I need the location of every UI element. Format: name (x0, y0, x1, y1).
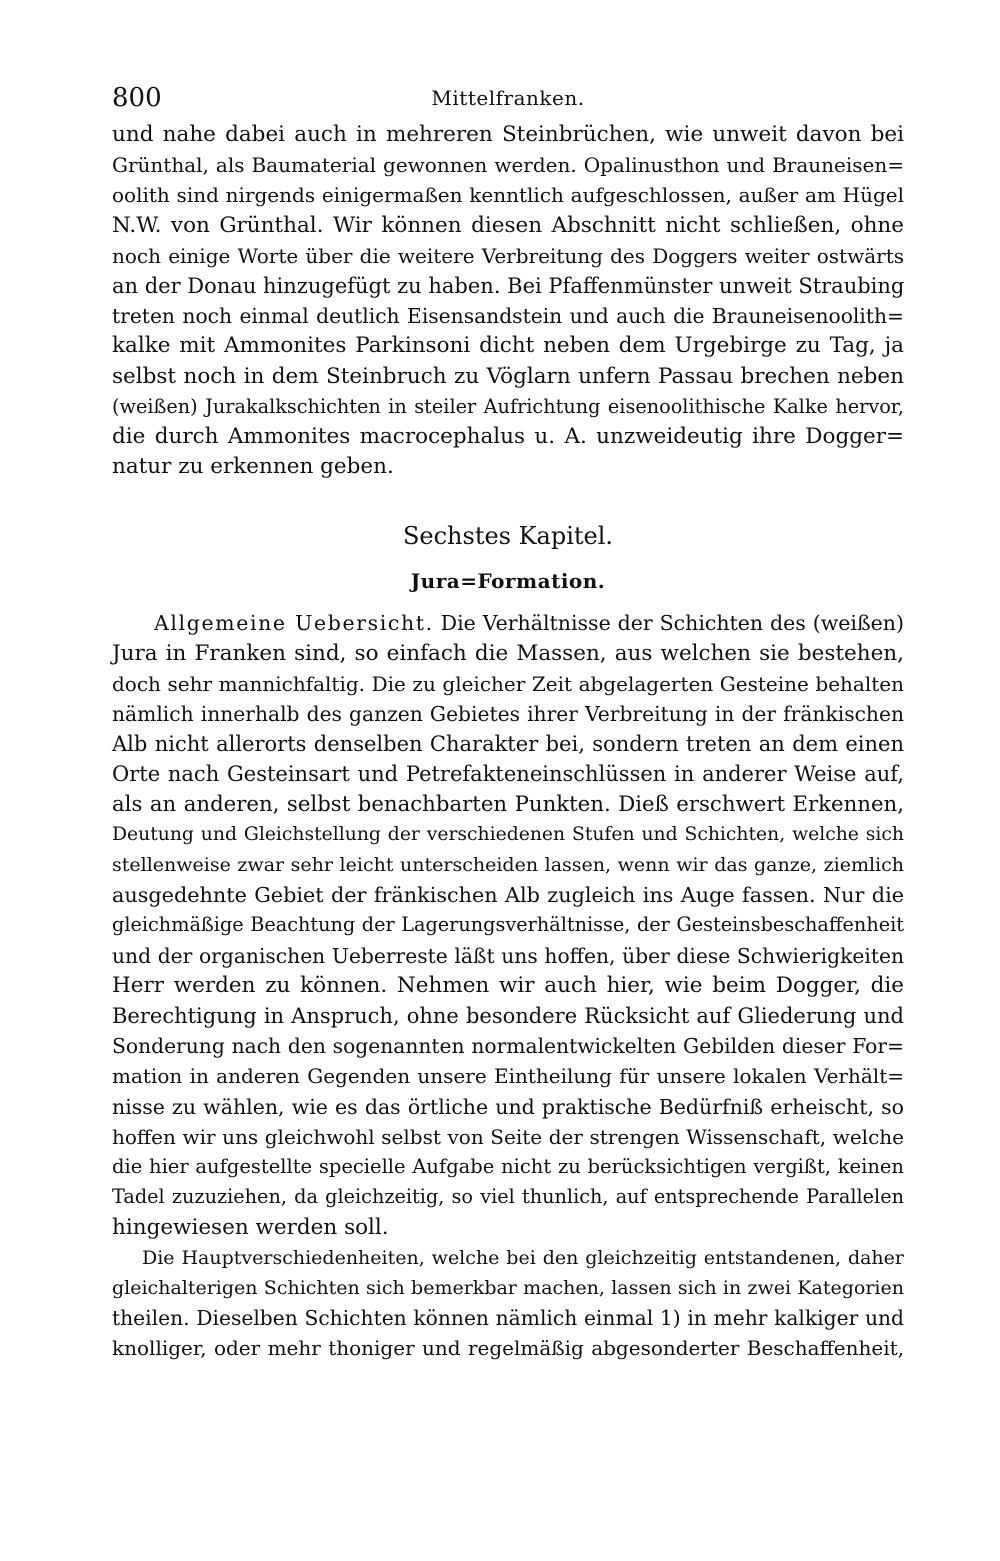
page-number: 800 (112, 83, 162, 113)
continuation-paragraph (112, 120, 904, 482)
text-line: theilen. Dieselben Schichten können nämlich einmal 1) in mehr kalkiger und (112, 1306, 904, 1331)
lead-heading: Allgemeine Uebersicht. (154, 611, 434, 636)
text-line: doch sehr mannichfaltig. Die zu gleicher Zeit abgelagerten Gesteine behalten (112, 671, 904, 696)
text-line: nisse zu wählen, wie es das örtliche und praktische Bedürfniß erheischt, so (112, 1094, 904, 1119)
running-head-title: Mittelfranken. (431, 86, 585, 110)
text-line: mation in anderen Gegenden unsere Eintheilung für unsere lokalen Verhält= (112, 1064, 904, 1089)
text-line: ausgedehnte Gebiet der fränkischen Alb zugleich ins Auge fassen. Nur die (112, 883, 904, 908)
text-line: die hier aufgestellte specielle Aufgabe nicht zu berücksichtigen vergißt, keinen (112, 1155, 904, 1179)
text-line: gleichalterigen Schichten sich bemerkbar machen, lassen sich in zwei Kategorien (112, 1276, 904, 1299)
body-paragraph (112, 1243, 904, 1364)
text-line: Die Hauptverschiedenheiten, welche bei den gleichzeitig entstandenen, daher (142, 1246, 904, 1269)
text-line: Berechtigung in Anspruch, ohne besondere Rücksicht auf Gliederung und (112, 1004, 904, 1029)
text-line: Alb nicht allerorts denselben Charakter bei, sondern treten an dem einen (112, 732, 904, 757)
text-line: Grünthal, als Baumaterial gewonnen werden. Opalinusthon und Brauneisen= (112, 153, 904, 178)
text-line: natur zu erkennen geben. (112, 454, 394, 480)
section-title: Jura=Formation. (410, 569, 606, 594)
text-line: gleichmäßige Beachtung der Lagerungsverhältnisse, der Gesteinsbeschaffenheit (112, 913, 904, 937)
text-line: treten noch einmal deutlich Eisensandstein und auch die Brauneisenoolith= (112, 304, 904, 329)
text-line: an der Donau hinzugefügt zu haben. Bei Pfaffenmünster unweit Straubing (112, 274, 905, 299)
text-line: Sonderung nach den sogenannten normalentwickelten Gebilden dieser For= (112, 1034, 904, 1059)
text-line: knolliger, oder mehr thoniger und regelmäßig abgesonderter Beschaffenheit, (112, 1336, 904, 1361)
text-line: N.W. von Grünthal. Wir können diesen Abschnitt nicht schließen, ohne (112, 212, 904, 238)
text-line: hingewiesen werden soll. (112, 1214, 389, 1240)
text-line: nämlich innerhalb des ganzen Gebietes ihrer Verbreitung in der fränkischen (112, 702, 904, 727)
text-line: noch einige Worte über die weitere Verbreitung des Doggers weiter ostwärts (112, 243, 904, 268)
running-head (112, 80, 904, 120)
text-line: Deutung und Gleichstellung der verschiedenen Stufen und Schichten, welche sich (112, 823, 904, 845)
text-line: kalke mit Ammonites Parkinsoni dicht neben dem Urgebirge zu Tag, ja (112, 333, 904, 359)
text-line: Tadel zuzuziehen, da gleichzeitig, so viel thunlich, auf entsprechende Parallelen (112, 1185, 904, 1209)
text-line: (weißen) Jurakalkschichten in steiler Aufrichtung eisenoolithische Kalke hervor, (112, 394, 904, 418)
text-line: und der organischen Ueberreste läßt uns hoffen, über diese Schwierigkeiten (112, 943, 904, 968)
text-line: Orte nach Gesteinsart und Petrefakteneinschlüssen in anderer Weise auf, (112, 762, 904, 787)
text-line: hoffen wir uns gleichwohl selbst von Seite der strengen Wissenschaft, welche (112, 1124, 904, 1149)
text-line: Jura in Franken sind, so einfach die Massen, aus welchen sie bestehen, (112, 640, 904, 666)
text-line: und nahe dabei auch in mehreren Steinbrüchen, wie unweit davon bei (112, 122, 904, 147)
text-line: Herr werden zu können. Nehmen wir auch hier, wie beim Dogger, die (112, 972, 904, 998)
text-line: selbst noch in dem Steinbruch zu Vöglarn unfern Passau brechen neben (112, 363, 904, 389)
page (112, 80, 904, 1364)
text-line: die durch Ammonites macrocephalus u. A. unzweideutig ihre Dogger= (112, 424, 904, 450)
text-line: oolith sind nirgends einigermaßen kenntlich aufgeschlossen, außer am Hügel (112, 183, 904, 208)
text-line: stellenweise zwar sehr leicht unterscheiden lassen, wenn wir das ganze, ziemlich (112, 854, 904, 877)
intro-paragraph (112, 608, 904, 1242)
lead-text: Die Verhältnisse der Schichten des (weißen) (440, 611, 904, 636)
chapter-title: Sechstes Kapitel. (402, 522, 614, 551)
text-line (112, 608, 904, 638)
text-line: als an anderen, selbst benachbarten Punkten. Dieß erschwert Erkennen, (112, 791, 904, 817)
